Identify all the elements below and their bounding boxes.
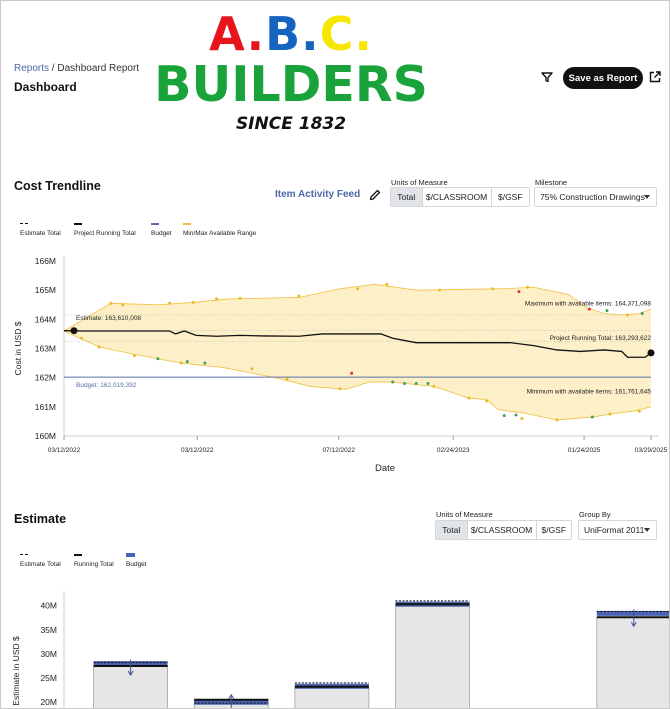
range-point-green bbox=[591, 416, 594, 419]
estimate-legend bbox=[20, 554, 166, 568]
range-point bbox=[338, 387, 341, 390]
range-point bbox=[215, 297, 218, 300]
x-tick-label: 01/24/2025 bbox=[567, 447, 601, 454]
estimate-legend-running-total bbox=[74, 554, 116, 568]
estimate-title: Estimate bbox=[14, 512, 67, 526]
filter-icon[interactable] bbox=[540, 70, 554, 84]
estimate-bar bbox=[597, 617, 670, 709]
legend-dashed-swatch bbox=[20, 223, 28, 225]
y-axis-title: Cost in USD $ bbox=[13, 321, 23, 376]
share-icon[interactable] bbox=[648, 70, 662, 84]
estimate-legend-estimate-total-label: Estimate Total bbox=[20, 561, 61, 568]
legend-estimate-total bbox=[20, 223, 64, 237]
legend-min-max-range bbox=[183, 223, 263, 237]
range-point bbox=[180, 362, 183, 365]
range-point bbox=[438, 289, 441, 292]
estimate-legend-budget bbox=[126, 554, 156, 568]
legend-project-running-total-label: Project Running Total bbox=[74, 230, 136, 237]
range-point bbox=[356, 287, 359, 290]
budget-label: Budget: 162,019,392 bbox=[76, 382, 137, 390]
range-point bbox=[491, 287, 494, 290]
legend-budget-label: Budget bbox=[151, 230, 172, 237]
range-point bbox=[98, 346, 101, 349]
logo-abc bbox=[151, 9, 431, 59]
logo-builders: BUILDERS bbox=[154, 56, 428, 113]
legend-dashed-swatch bbox=[20, 554, 28, 556]
range-point bbox=[192, 301, 195, 304]
range-point bbox=[556, 418, 559, 421]
legend-blue-swatch bbox=[151, 223, 159, 225]
range-point-green bbox=[641, 312, 644, 315]
range-point-green bbox=[391, 381, 394, 384]
range-point bbox=[468, 397, 471, 400]
range-point-green bbox=[203, 362, 206, 365]
range-point bbox=[168, 302, 171, 305]
range-point-green bbox=[503, 414, 506, 417]
units-of-measure-toggle bbox=[390, 187, 530, 207]
cost-trendline-title: Cost Trendline bbox=[14, 179, 101, 193]
range-point-green bbox=[156, 357, 159, 360]
range-point bbox=[638, 410, 641, 413]
range-point-green bbox=[426, 382, 429, 385]
y-tick-label: 166M bbox=[34, 256, 56, 266]
estimate-bar-chart bbox=[1, 591, 670, 709]
estimate-legend-estimate-total bbox=[20, 554, 64, 568]
logo-letter-b: B. bbox=[265, 7, 320, 61]
running-end-point bbox=[648, 349, 655, 356]
range-point bbox=[239, 297, 242, 300]
range-point bbox=[121, 303, 124, 306]
breadcrumb-separator: / bbox=[49, 63, 58, 74]
range-point-green bbox=[403, 382, 406, 385]
estimate-bar bbox=[295, 687, 369, 709]
save-as-report-button[interactable]: Save as Report bbox=[563, 67, 643, 89]
x-tick-label: 07/12/2022 bbox=[322, 447, 355, 454]
legend-estimate-total-label: Estimate Total bbox=[20, 230, 61, 237]
bar-grid bbox=[11, 591, 64, 709]
y-tick-label: 160M bbox=[34, 431, 56, 441]
legend-budget bbox=[151, 223, 173, 237]
group-by-label: Group By bbox=[579, 510, 611, 519]
range-point-red bbox=[588, 308, 591, 311]
logo-letter-c: C. bbox=[319, 7, 373, 61]
units-option-per-gsf[interactable]: $/GSF bbox=[492, 188, 529, 206]
y-tick-label: 165M bbox=[34, 285, 56, 296]
range-point bbox=[526, 286, 529, 289]
item-activity-feed-link[interactable]: Item Activity Feed bbox=[275, 189, 361, 200]
logo-since: SINCE 1832 bbox=[235, 114, 347, 134]
range-point-red bbox=[517, 290, 520, 293]
legend-blue-swatch bbox=[126, 553, 135, 557]
bar-y-tick-label: 35M bbox=[40, 624, 57, 635]
breadcrumb-reports-link[interactable]: Reports bbox=[14, 63, 50, 74]
y-tick-label: 161M bbox=[34, 401, 56, 412]
min-label: Minimum with available items: 161,761,645 bbox=[526, 388, 651, 396]
x-axis-title: Date bbox=[374, 463, 396, 474]
bar-y-tick-label: 25M bbox=[40, 673, 57, 684]
cost-trendline-chart bbox=[1, 246, 670, 481]
chevron-down-icon bbox=[644, 195, 650, 199]
bar-y-tick-label: 20M bbox=[40, 697, 57, 708]
running-label: Project Running Total: 163,293,622 bbox=[549, 334, 651, 342]
x-tick-label: 03/29/2025 bbox=[634, 447, 668, 454]
legend-project-running-total bbox=[74, 223, 141, 237]
company-logo bbox=[151, 9, 431, 135]
range-point bbox=[250, 367, 253, 370]
breadcrumb-current: Dashboard Report bbox=[57, 63, 140, 74]
legend-min-max-range-label: Min/Max Available Range bbox=[183, 230, 257, 237]
range-point bbox=[485, 400, 488, 403]
range-point-green bbox=[514, 414, 517, 417]
bar-y-tick-label: 40M bbox=[40, 600, 57, 611]
x-tick-label: 03/12/2022 bbox=[180, 447, 214, 454]
milestone-value: 75% Construction Drawings bbox=[540, 192, 645, 202]
bar-marks bbox=[94, 601, 670, 709]
range-point bbox=[109, 302, 112, 305]
legend-black-swatch bbox=[74, 554, 82, 556]
estimate-legend-budget-label: Budget bbox=[126, 561, 147, 568]
milestone-select[interactable] bbox=[534, 187, 657, 207]
legend-yellow-swatch bbox=[183, 223, 191, 225]
y-tick-label: 163M bbox=[34, 343, 56, 354]
max-label: Maximum with available items: 164,371,098 bbox=[524, 300, 651, 308]
estimate-units-option-total[interactable]: Total bbox=[436, 521, 468, 539]
estimate-bar bbox=[396, 604, 470, 709]
estimate-units-label: Units of Measure bbox=[436, 510, 493, 519]
range-point bbox=[297, 295, 300, 298]
units-option-per-classroom[interactable]: $/CLASSROOM bbox=[423, 188, 492, 206]
range-point bbox=[608, 413, 611, 416]
y-tick-label: 162M bbox=[34, 372, 56, 383]
estimate-units-toggle bbox=[435, 520, 572, 540]
y-tick-label: 164M bbox=[34, 314, 56, 325]
estimate-legend-running-total-label: Running Total bbox=[74, 561, 114, 568]
range-point bbox=[80, 337, 83, 340]
units-of-measure-label: Units of Measure bbox=[391, 178, 448, 187]
range-point-green bbox=[186, 360, 189, 363]
estimate-units-option-per-gsf[interactable]: $/GSF bbox=[537, 521, 571, 539]
page-title: Dashboard bbox=[14, 80, 77, 94]
logo-letter-a: A. bbox=[209, 7, 266, 61]
group-by-value: UniFormat 2011 bbox=[584, 525, 645, 535]
estimate-label: Estimate: 163,610,008 bbox=[76, 314, 142, 322]
bar-y-tick-label: 30M bbox=[40, 648, 57, 659]
units-option-total[interactable]: Total bbox=[391, 188, 423, 206]
range-point-green bbox=[415, 382, 418, 385]
range-point bbox=[432, 385, 435, 388]
milestone-label: Milestone bbox=[535, 178, 568, 187]
range-point bbox=[385, 283, 388, 286]
range-point-red bbox=[350, 372, 353, 375]
chevron-down-icon bbox=[644, 528, 650, 532]
estimate-units-option-per-classroom[interactable]: $/CLASSROOM bbox=[468, 521, 537, 539]
cost-trendline-legend bbox=[20, 223, 273, 237]
breadcrumb bbox=[14, 63, 139, 74]
pencil-icon[interactable] bbox=[368, 188, 382, 202]
range-point bbox=[286, 378, 289, 381]
x-tick-label: 03/12/2022 bbox=[47, 447, 81, 454]
group-by-select[interactable] bbox=[578, 520, 657, 540]
bar-y-axis-title: Estimate in USD $ bbox=[11, 636, 21, 706]
range-point bbox=[626, 313, 629, 316]
range-point bbox=[133, 354, 136, 357]
x-tick-label: 02/24/2023 bbox=[436, 447, 470, 454]
range-point bbox=[520, 417, 523, 420]
legend-black-swatch bbox=[74, 223, 82, 225]
estimate-start-point bbox=[71, 327, 78, 334]
range-point-green bbox=[605, 309, 608, 312]
